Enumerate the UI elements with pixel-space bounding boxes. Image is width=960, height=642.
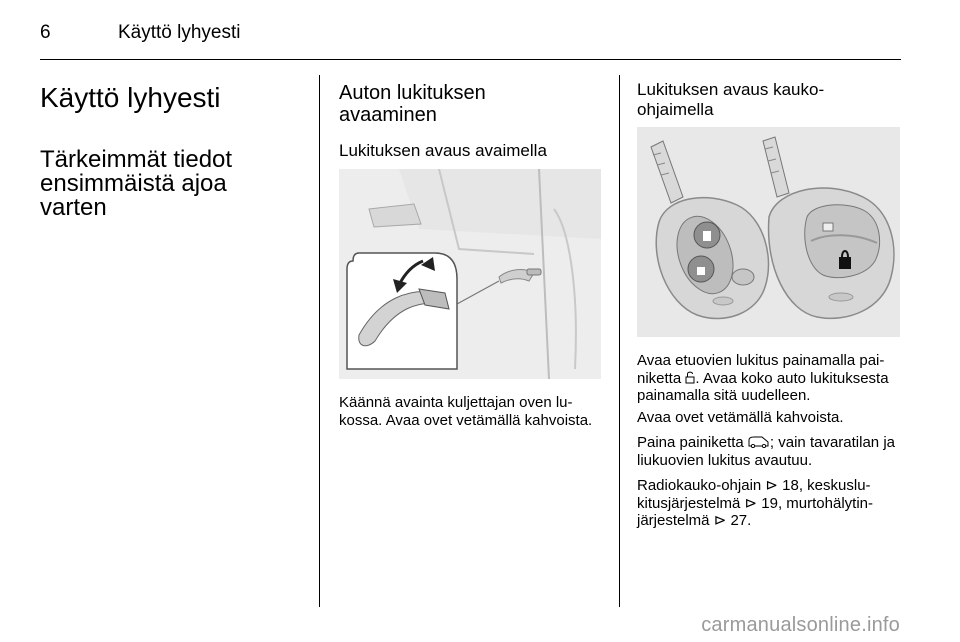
page-number: 6 [40,22,51,43]
section-title-unlocking: Auton lukituksen avaaminen [339,82,486,126]
remote-para-3-end: ; vain tavaratilan ja liukuovien lukitus avautuu. [637,434,895,469]
subsection-title-key: Lukituksen avaus avaimella [339,141,547,160]
remote-para-1-start: Avaa etuovien lukitus painamalla painiketta [637,352,885,387]
remote-para-3-start: Paina painiketta [637,434,748,451]
remote-para-4-b: 18, keskuslukitusjärjestelmä [637,477,871,512]
column-divider-2 [619,75,620,607]
header-rule [40,59,901,60]
column-divider-1 [319,75,320,607]
crossref-arrow-icon: ⊳ [765,477,778,494]
remote-para-1-end: . Avaa koko auto lukituksesta painamalla sitä uudelleen. [637,369,889,404]
unlock-icon [685,371,695,383]
remote-para-3 [637,434,901,469]
remote-para-1 [637,352,901,405]
chapter-title: Käyttö lyhyesti [40,82,221,113]
section-title: Tärkeimmät tiedot ensimmäistä ajoa varten [40,146,233,221]
remote-para-2: Avaa ovet vetämällä kahvoista. [637,409,844,426]
remote-para-4 [637,477,901,530]
watermark: carmanualsonline.info [701,614,900,636]
remote-para-4-c: 19, murtohälytinjärjestelmä [637,494,874,529]
remote-para-4-a: Radiokauko-ohjain [637,477,766,494]
door-handle-illustration [339,169,601,379]
subsection-title-remote: Lukituksen avaus kauko-ohjaimella [637,80,825,119]
key-unlock-text: Käännä avainta kuljettajan oven lukossa. Avaa ovet vetämällä kahvoista. [339,394,593,429]
crossref-arrow-icon: ⊳ [713,512,727,529]
running-title: Käyttö lyhyesti [118,22,241,43]
crossref-arrow-icon: ⊳ [744,494,758,512]
remote-para-4-d: 27. [726,512,752,529]
van-rear-icon [748,435,770,447]
remote-key-illustration [637,127,900,337]
